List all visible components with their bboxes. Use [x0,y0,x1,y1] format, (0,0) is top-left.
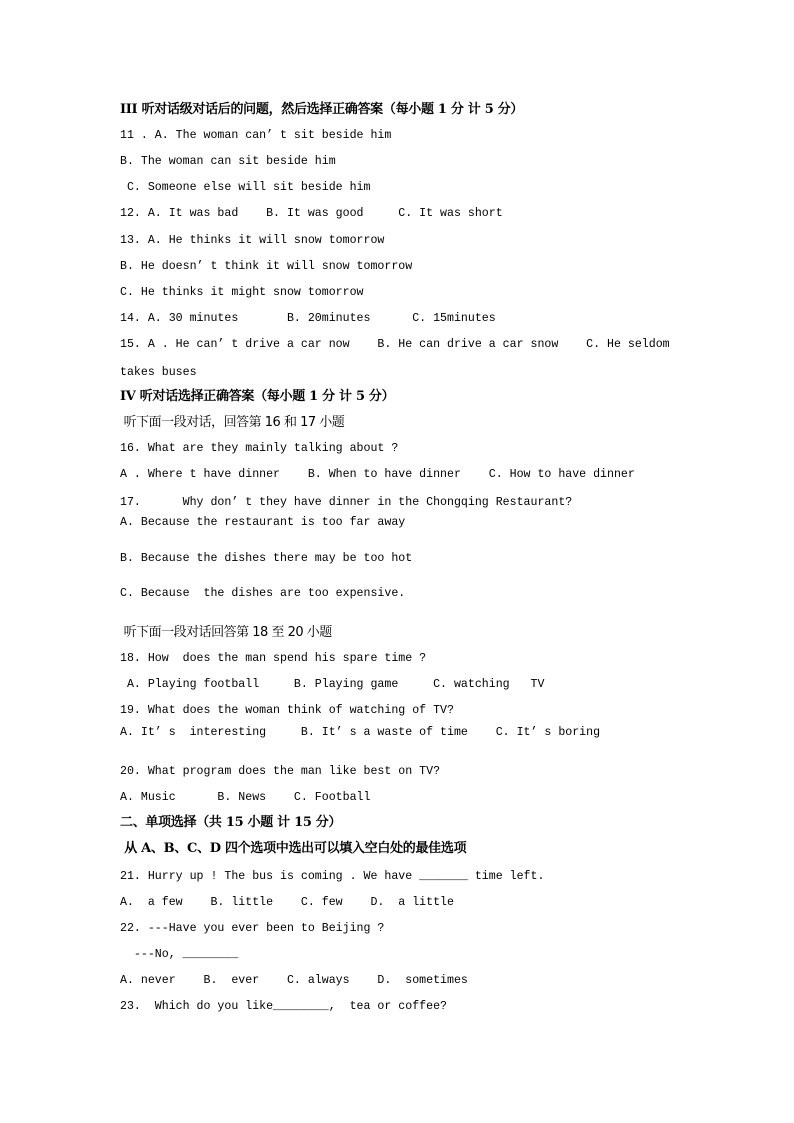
option-line: A. Playing football B. Playing game C. watching TV [120,678,545,691]
question-19: 19. What does the woman think of watching of TV? [120,704,454,717]
option-line: C. Because the dishes are too expensive. [120,587,406,600]
question-15: 15. A . He can’ t drive a car now B. He can drive a car snow C. He seldom [120,338,670,351]
option-line: B. The woman can sit beside him [120,155,336,168]
question-16: 16. What are they mainly talking about ? [120,442,399,455]
option-line: A. It’ s interesting B. It’ s a waste of time C. It’ s boring [120,726,601,739]
question-23: 23. Which do you like________, tea or coffee? [120,1000,447,1013]
question-22: 22. ---Have you ever been to Beijing ? [120,922,385,935]
question-12: 12. A. It was bad B. It was good C. It was short [120,207,503,220]
option-line: A. Music B. News C. Football [120,791,371,804]
option-line: A. Because the restaurant is too far away [120,516,406,529]
question-21: 21. Hurry up ! The bus is coming . We have _______ time left. [120,870,545,883]
section-heading-iv: IV 听对话选择正确答案（每小题 1 分 计 5 分） [120,389,395,404]
question-13: 13. A. He thinks it will snow tomorrow [120,234,385,247]
section-instruction: 从 A、B、C、D 四个选项中选出可以填入空白处的最佳选项 [120,841,467,856]
option-line: B. Because the dishes there may be too hot [120,552,413,565]
option-line: takes buses [120,366,197,379]
option-line: A. a few B. little C. few D. a little [120,896,454,909]
question-20: 20. What program does the man like best on TV? [120,765,441,778]
question-14: 14. A. 30 minutes B. 20minutes C. 15minutes [120,312,496,325]
question-11: 11 . A. The woman can’ t sit beside him [120,129,392,142]
question-17: 17. Why don’ t they have dinner in the Chongqing Restaurant? [120,496,573,509]
option-line: C. Someone else will sit beside him [120,181,371,194]
option-line: C. He thinks it might snow tomorrow [120,286,364,299]
instruction-line: 听下面一段对话回答第 18 至 20 小题 [120,625,332,640]
option-line: B. He doesn’ t think it will snow tomorrow [120,260,413,273]
option-line: A . Where t have dinner B. When to have dinner C. How to have dinner [120,468,635,481]
section-heading-2: 二、单项选择（共 15 小题 计 15 分） [120,815,342,830]
instruction-line: 听下面一段对话，回答第 16 和 17 小题 [120,415,345,430]
option-line: A. never B. ever C. always D. sometimes [120,974,468,987]
question-18: 18. How does the man spend his spare time ? [120,652,427,665]
section-heading-iii: III 听对话级对话后的问题，然后选择正确答案（每小题 1 分 计 5 分） [120,102,524,117]
option-line: ---No, ________ [120,948,239,961]
